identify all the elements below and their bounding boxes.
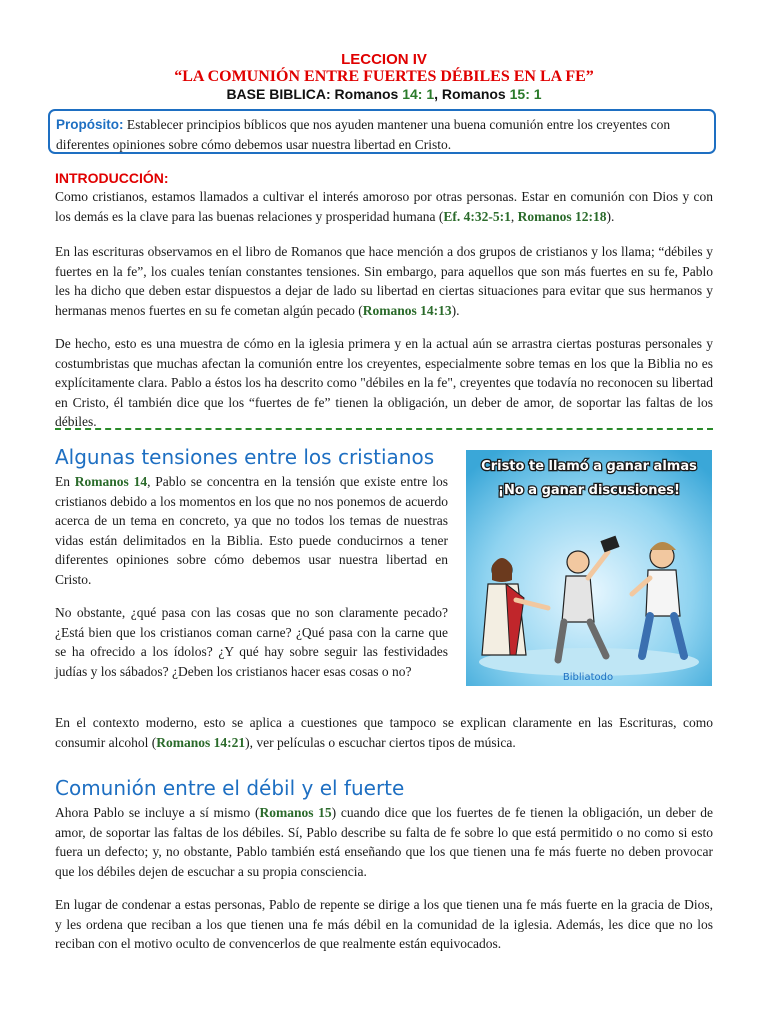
section1-p3-text: En el contexto moderno, esto se aplica a cuestiones que tampoco se explican claramente en las Escrituras, como consumir alcohol (	[55, 715, 713, 750]
ref-ef: Ef. 4:32-5:1	[443, 208, 511, 224]
intro-paragraph-3: De hecho, esto es una muestra de cómo en la iglesia primera y en la actual aún se arrastra ciertas posturas personales y costumbristas que muchas afectan la comunión entre los creyentes, especialmente sobre temas en los que la Biblia no es explícitamente clara. Pablo a éstos los ha descrito como "débiles en la fe", creyentes que todavía no reconocen su libertad en Cristo, él también dice que los “fuertes de fe” tienen la obligación, un deber de amor, de soportar las faltas de los débiles.	[55, 336, 713, 429]
intro-p1-sep: ,	[510, 208, 518, 224]
ref-romanos-14: Romanos 14	[74, 474, 148, 489]
intro-heading: INTRODUCCIÓN:	[55, 170, 169, 186]
intro-paragraph-1	[55, 187, 713, 226]
purpose-text: Establecer principios bíblicos que nos ayuden mantener una buena comunión entre los creyentes con diferentes opiniones sobre cómo debemos usar nuestra libertad en Cristo.	[56, 117, 671, 152]
ref-romanos-12-18: Romanos 12:18	[517, 208, 607, 224]
section2-paragraph-2: En lugar de condenar a estas personas, Pablo de repente se dirige a los que tienen una fe más fuerte en la gracia de Dios, y les ordena que reciban a los que tienen una fe más débil en la comunidad de la iglesia. Además, les dice que no los reciban con el motivo oculto de convencerlos de que realmente están equivocados.	[55, 897, 713, 951]
bible-ref-2: 15: 1	[509, 86, 542, 102]
section1-paragraph-1	[55, 472, 448, 589]
lesson-number: LECCION IV	[341, 51, 427, 68]
bible-ref-1: 14: 1	[402, 86, 435, 102]
purpose-label: Propósito:	[56, 117, 124, 132]
section2-p1-text: ) cuando dice que los fuertes de fe tienen la obligación, un deber de amor, de soportar las faltas de los débiles. Sí, Pablo describe su falta de fe sobre lo que está permitido o no como si esto fuera un defecto; y, no obstante, Pablo también está enseñando que los que tienen una fe más fuerte no deben provocar que los débiles dejen de escuchar a su propia consciencia.	[55, 805, 713, 879]
cartoon-image	[466, 450, 712, 686]
section1-p1-start: En	[55, 474, 75, 489]
purpose-box	[48, 109, 716, 154]
cartoon-caption-1: Cristo te llamó a ganar almas	[481, 459, 697, 474]
cartoon-illustration	[466, 450, 712, 686]
bible-base	[0, 86, 768, 102]
section-divider	[55, 428, 713, 430]
intro-p2-end: ).	[451, 302, 460, 318]
section1-p3-end: ), ver películas o escuchar ciertos tipos de música.	[245, 734, 516, 750]
section1-paragraph-2: No obstante, ¿qué pasa con las cosas que no son claramente pecado? ¿Está bien que los cristianos coman carne? ¿Qué pasa con la carne que se ha ofrecido a los ídolos? ¿Y qué hay sobre seguir las festividades judías y los sábados? ¿Deben los cristianos hacer esas cosas o no?	[55, 605, 448, 679]
ref-romanos-14-13: Romanos 14:13	[362, 302, 452, 318]
section1-p1-text: , Pablo se concentra en la tensión que existe entre los cristianos debido a los momentos en los que no nos ponemos de acuerdo acerca de un tema en concreto, ya que no todos los temas de nuestras vidas están delimitados en la Biblia. Esto puede conducirnos a tener diferentes opiniones sobre cómo debemos usar nuestra libertad en Cristo.	[55, 474, 448, 587]
lesson-title: “LA COMUNIÓN ENTRE FUERTES DÉBILES EN LA FE”	[174, 68, 594, 85]
intro-paragraph-2	[55, 242, 713, 320]
intro-p2-text: En las escrituras observamos en el libro de Romanos que hace mención a dos grupos de cristianos y los llama; “débiles y fuertes en la fe”, los cuales tenían constantes tensiones. Sin embargo, para aquellos que son más fuertes en su fe, Pablo les ha dicho que deben estar dispuestos a dejar de lado su libertad en ciertas situaciones para evitar que sus hermanos y hermanas menos fuertes en su fe cometan algún pecado (	[55, 244, 713, 318]
intro-p1-text: Como cristianos, estamos llamados a cultivar el interés amoroso por otras personas. Estar en comunión con Dios y con los demás es la clave para las buenas relaciones y prosperidad humana (	[55, 189, 713, 224]
cartoon-caption-2: ¡No a ganar discusiones!	[498, 483, 680, 498]
intro-p1-end: ).	[606, 208, 615, 224]
bible-base-sep: , Romanos	[434, 86, 510, 102]
section1-heading: Algunas tensiones entre los cristianos	[55, 445, 435, 469]
section2-heading: Comunión entre el débil y el fuerte	[55, 776, 405, 800]
section1-paragraph-3	[55, 713, 713, 752]
ref-romanos-15: Romanos 15	[259, 805, 332, 820]
bible-base-label: BASE BIBLICA: Romanos	[226, 86, 403, 102]
ref-romanos-14-21: Romanos 14:21	[156, 734, 246, 750]
section2-p1-start: Ahora Pablo se incluye a sí mismo (	[55, 805, 260, 820]
cartoon-watermark: Bibliatodo	[562, 672, 614, 683]
section2-paragraph-1	[55, 803, 713, 881]
